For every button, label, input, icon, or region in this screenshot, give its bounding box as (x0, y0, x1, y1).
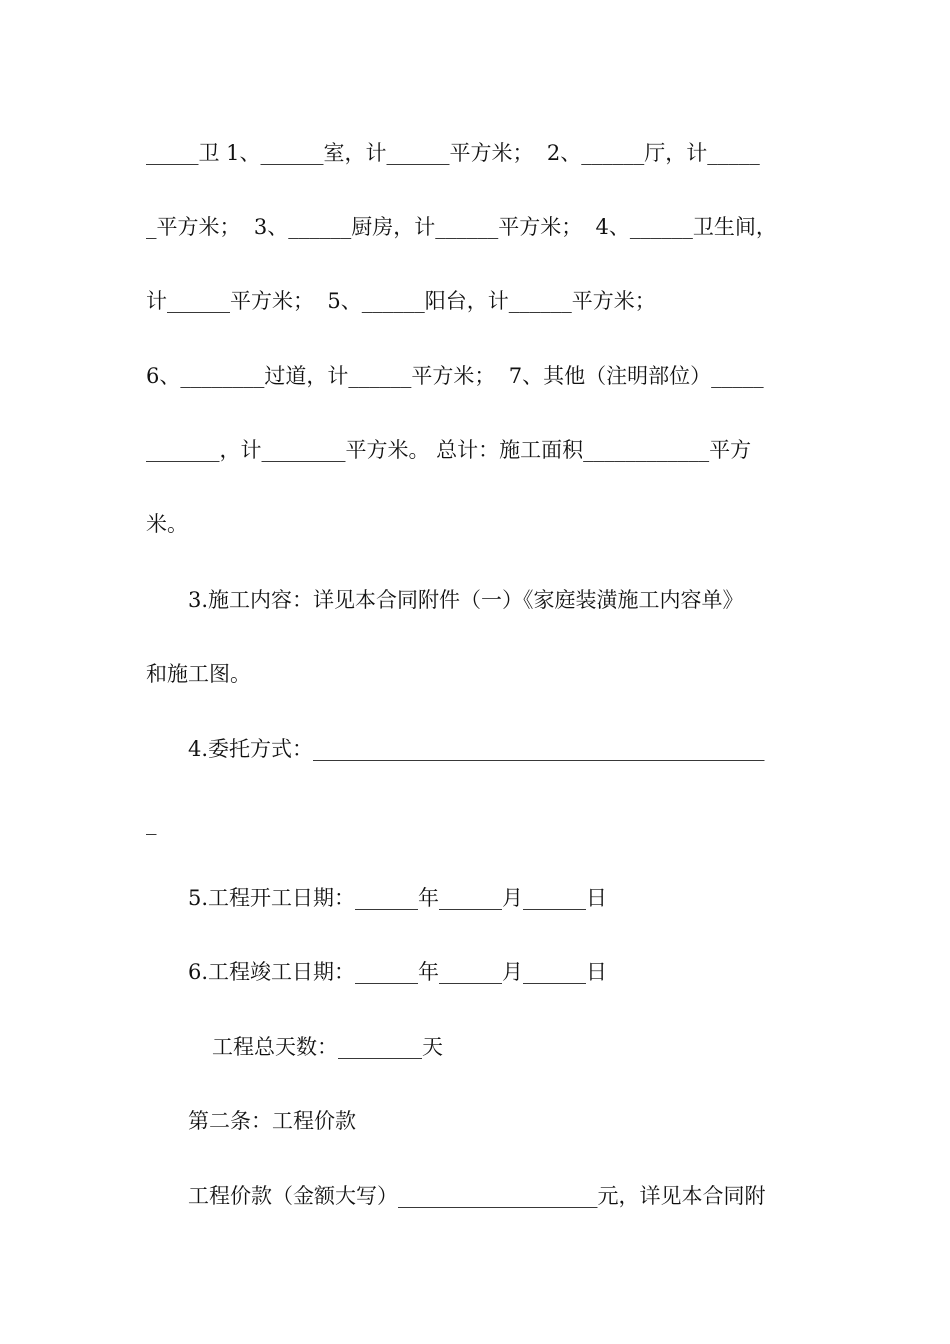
area-line-2: _平方米； 3、______厨房，计______平方米； 4、______卫生间， (146, 215, 777, 239)
area-line-1: _____卫 1、______室，计______平方米； 2、______厅，计_____ (146, 141, 760, 165)
construction-content-line-1: 3.施工内容：详见本合同附件（一）《家庭装潢施工内容单》 (188, 588, 744, 612)
area-line-3: 计______平方米； 5、______阳台，计______平方米； (146, 289, 656, 313)
total-days-line: 工程总天数：________天 (212, 1035, 443, 1059)
area-line-4: 6、________过道，计______平方米； 7、其他（注明部位）_____ (146, 364, 764, 388)
commission-method-line-2: _ (146, 811, 157, 835)
project-price-line: 工程价款（金额大写）___________________元，详见本合同附 (188, 1184, 766, 1208)
start-date-line: 5.工程开工日期：______年______月______日 (188, 886, 608, 910)
construction-content-line-2: 和施工图。 (146, 662, 251, 686)
area-line-6: 米。 (146, 512, 188, 536)
completion-date-line: 6.工程竣工日期：______年______月______日 (188, 960, 608, 984)
area-line-5: _______，计________平方米。 总计：施工面积____________平方 (146, 438, 752, 462)
commission-method-line-1: 4.委托方式：___________________________________________ (188, 737, 765, 761)
article-two-heading: 第二条：工程价款 (188, 1109, 356, 1133)
